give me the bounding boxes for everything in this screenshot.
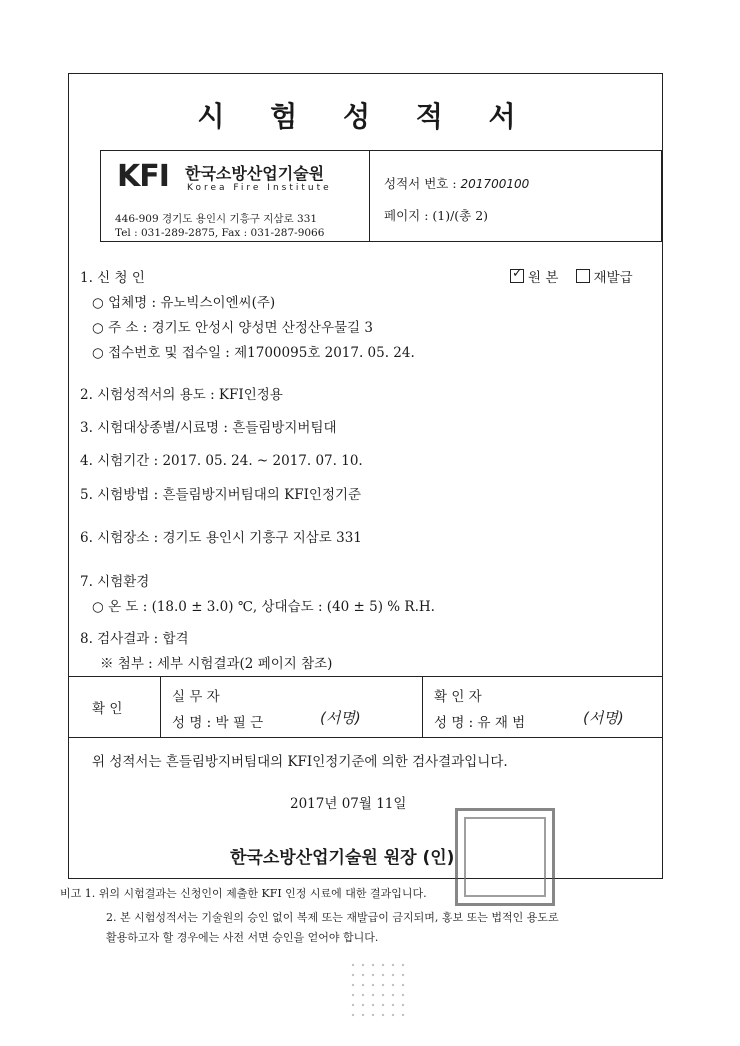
original-label: 원 본	[528, 270, 559, 286]
reissue-label: 재발급	[593, 270, 633, 286]
item-period: 4. 시험기간 : 2017. 05. 24. ~ 2017. 07. 10.	[80, 453, 363, 469]
env-heading: 7. 시험환경	[80, 574, 150, 590]
applicant-company: ○ 업체명 : 유노빅스이엔씨(주)	[92, 295, 276, 311]
issuer-signature-line: 한국소방산업기술원 원장 (인)	[230, 848, 455, 868]
issue-date: 2017년 07월 11일	[290, 796, 407, 812]
issuer-info-cell	[101, 151, 370, 241]
document-title: 시 험 성 적 서	[197, 100, 534, 133]
item-purpose: 2. 시험성적서의 용도 : KFI인정용	[80, 387, 283, 403]
statement: 위 성적서는 흔들림방지버팀대의 KFI인정기준에 의한 검사결과입니다.	[92, 754, 508, 770]
issuer-address: 446-909 경기도 용인시 기흥구 지삼로 331	[115, 213, 318, 225]
applicant-heading: 1. 신 청 인	[80, 270, 145, 286]
item-target: 3. 시험대상종별/시료명 : 흔들림방지버팀대	[80, 420, 337, 436]
logo-org-name-en: Korea Fire Institute	[187, 183, 332, 193]
report-number-value: 201700100	[460, 177, 530, 191]
reissue-checkbox[interactable]	[576, 269, 590, 283]
confirmation-table	[68, 676, 663, 738]
header-table	[100, 150, 662, 242]
approver-signature: (서명)	[583, 709, 624, 727]
report-number	[384, 174, 529, 192]
confirm-label: 확 인	[92, 701, 123, 717]
worker-signature: (서명)	[320, 709, 361, 727]
applicant-receipt: ○ 접수번호 및 접수일 : 제1700095호 2017. 05. 24.	[92, 345, 415, 361]
copy-type	[510, 266, 633, 286]
note-1: 비고 1. 위의 시험결과는 신청인이 제출한 KFI 인정 시료에 대한 결과입니다.	[60, 887, 427, 900]
logo-org-name-ko: 한국소방산업기술원	[185, 164, 325, 183]
official-seal-inner	[464, 817, 546, 897]
item-place: 6. 시험장소 : 경기도 용인시 기흥구 지삼로 331	[80, 530, 362, 546]
approver-name: 성 명 : 유 재 범	[434, 715, 526, 731]
worker-title: 실 무 자	[172, 689, 220, 705]
issuer-tel-fax: Tel : 031-289-2875, Fax : 031-287-9066	[115, 227, 325, 239]
kfi-logo	[117, 159, 362, 199]
confirm-label-cell	[68, 677, 161, 737]
item-method: 5. 시험방법 : 흔들림방지버팀대의 KFI인정기준	[80, 487, 362, 503]
page-info: 페이지 : (1)/(총 2)	[384, 208, 489, 223]
item-attachment: ※ 첨부 : 세부 시험결과(2 페이지 참조)	[100, 656, 333, 672]
applicant-address: ○ 주 소 : 경기도 안성시 양성면 산정산우물길 3	[92, 320, 373, 336]
logo-mark: KFI	[117, 159, 169, 194]
worker-cell	[160, 677, 423, 737]
note-2b: 활용하고자 할 경우에는 사전 서면 승인을 얻어야 합니다.	[106, 931, 379, 944]
item-result: 8. 검사결과 : 합격	[80, 631, 189, 647]
official-seal	[455, 808, 555, 906]
worker-name: 성 명 : 박 필 근	[172, 715, 264, 731]
original-checkbox[interactable]	[510, 269, 524, 283]
note-2a: 2. 본 시험성적서는 기술원의 승인 없이 복제 또는 재발급이 금지되며, 홍보 또는 법적인 용도로	[106, 911, 559, 924]
report-number-label: 성적서 번호 :	[384, 176, 457, 191]
env-detail: ○ 온 도 : (18.0 ± 3.0) ℃, 상대습도 : (40 ± 5) % R.H.	[92, 599, 435, 615]
watermark-dots	[348, 960, 408, 1020]
approver-title: 확 인 자	[434, 689, 482, 705]
